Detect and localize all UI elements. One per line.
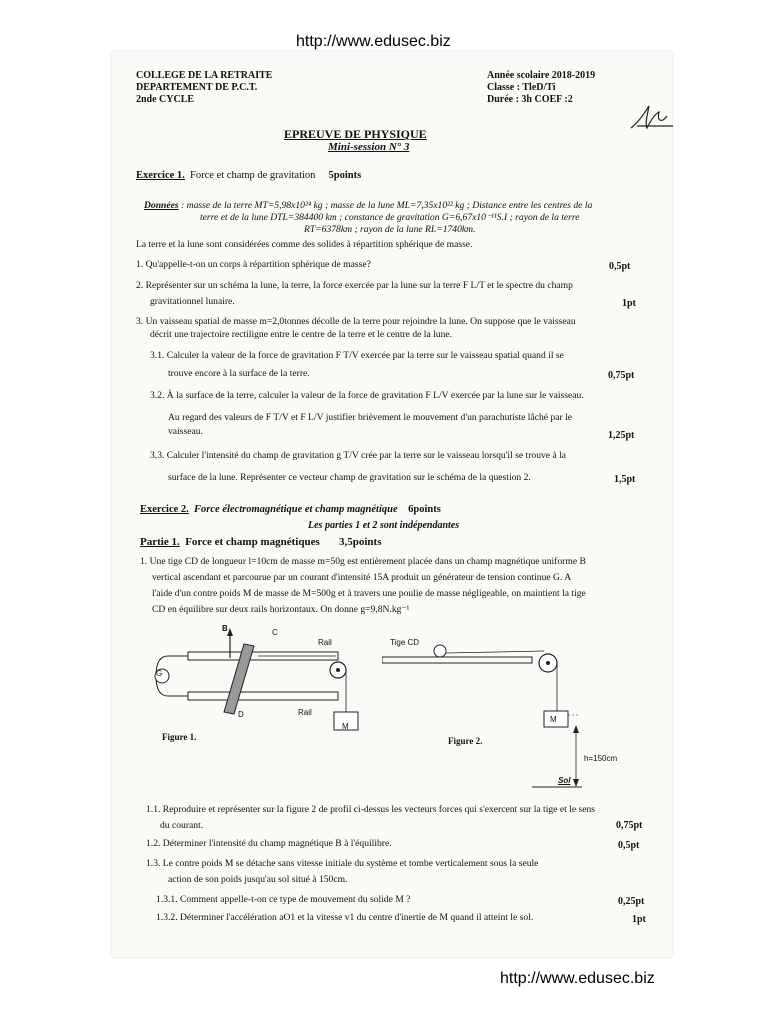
duration-coef: Durée : 3h COEF :2 — [487, 94, 573, 105]
given-data-line-2: terre et de la lune DTL=384400 km ; constance de gravitation G=6,67x10⁻¹¹S.I ; rayon de la terre — [200, 212, 580, 223]
given-data-line-1: Données : masse de la terre MT=5,98x10²⁴ kg ; masse de la lune ML=7,35x10²² kg ; Distance entre les centres de la — [144, 200, 593, 211]
q132: 1.3.2. Déterminer l'accélération aO1 et la vitesse v1 du centre d'inertie de M quand il atteint le sol. — [156, 912, 534, 923]
ex1-q31-points: 0,75pt — [608, 370, 635, 381]
part1-text-line1: 1. Une tige CD de longueur l=10cm de masse m=50g est entièrement placée dans un champ magnétique uniforme B — [140, 556, 586, 567]
ex1-q33-line1: 3.3. Calculer l'intensité du champ de gravitation g T/V crée par la terre sur le vaisseau lorsqu'il se trouve à la — [150, 450, 567, 461]
class: Classe : TleD/Ti — [487, 82, 556, 93]
point-c-label: C — [272, 628, 278, 637]
part-1-heading: Partie 1. Force et champ magnétiques 3,5points — [140, 536, 382, 548]
ex1-q2-line1: 2. Représenter sur un schéma la lune, la terre, la force exercée par la lune sur la terre F L/T et le spectre du champ — [136, 280, 573, 291]
ex1-q3-line1: 3. Un vaisseau spatial de masse m=2,0tonnes décolle de la terre pour rejoindre la lune. On suppose que le vaisseau — [136, 316, 576, 327]
q11-line1: 1.1. Reproduire et représenter sur la figure 2 de profil ci-dessus les vecteurs forces qui s'exercent sur la tige et le sens — [146, 804, 596, 815]
ex1-q33-points: 1,5pt — [614, 474, 636, 485]
ground-label: Sol — [558, 776, 571, 785]
school-name: COLLEGE DE LA RETRAITE — [136, 70, 273, 81]
point-d-label: D — [238, 710, 244, 719]
part1-text-line2: vertical ascendant et parcourue par un courant d'intensité 15A produit un générateur de tension continue G. A — [152, 572, 572, 583]
q13-line2: action de son poids jusqu'au sol situé à 150cm. — [168, 874, 348, 885]
q12-points: 0,5pt — [618, 840, 640, 851]
ex1-q1: 1. Qu'appelle-t-on un corps à répartition sphérique de masse? — [136, 259, 371, 270]
counterweight-label-fig2: M — [550, 715, 557, 724]
q131-points: 0,25pt — [618, 896, 645, 907]
exam-title: EPREUVE DE PHYSIQUE — [284, 127, 427, 141]
ex1-q1-points: 0,5pt — [609, 261, 631, 272]
exam-sheet — [112, 52, 672, 957]
ex1-q2-line2: gravitationnel lunaire. — [150, 296, 235, 307]
ex1-q32-points: 1,25pt — [608, 430, 635, 441]
ex1-q32-line1: 3.2. À la surface de la terre, calculer la valeur de la force de gravitation F L/V exercée par la lune sur le vaisseau. — [150, 390, 584, 401]
exercise-1-heading: Exercice 1. Force et champ de gravitation 5points — [136, 170, 362, 181]
q132-points: 1pt — [632, 914, 646, 925]
department: DEPARTEMENT DE P.C.T. — [136, 82, 258, 93]
ex1-q2-points: 1pt — [622, 298, 636, 309]
generator-label: G — [156, 669, 163, 678]
ex1-q32-line2: Au regard des valeurs de F T/V et F L/V justifier brièvement le mouvement d'un parachutiste lâché par le — [168, 412, 573, 423]
part1-text-line3: l'aide d'un contre poids M de masse de M=500g et à travers une poulie de masse négligeable, on maintient la tige — [152, 588, 586, 599]
school-year: Année scolaire 2018-2019 — [487, 70, 596, 81]
b-field-label: B — [222, 624, 228, 633]
q131: 1.3.1. Comment appelle-t-on ce type de mouvement du solide M ? — [156, 894, 411, 905]
ex1-q32-line3: vaisseau. — [168, 426, 203, 437]
counterweight-label-fig1: M — [342, 722, 349, 731]
figure-1-caption: Figure 1. — [162, 732, 197, 742]
ex1-q3-line2: décrit une trajectoire rectiligne entre le centre de la terre et le centre de la lune. — [150, 329, 453, 340]
source-url-bottom[interactable]: http://www.edusec.biz — [500, 970, 655, 987]
q11-points: 0,75pt — [616, 820, 643, 831]
ex1-q31-line2: trouve encore à la surface de la terre. — [168, 368, 310, 379]
cycle: 2nde CYCLE — [136, 94, 195, 105]
figure-2-caption: Figure 2. — [448, 736, 483, 746]
exam-subtitle: Mini-session N° 3 — [328, 141, 410, 153]
signature-mark — [627, 102, 677, 134]
ex1-q31-line1: 3.1. Calculer la valeur de la force de gravitation F T/V exercée par la terre sur le vaisseau spatial quand il se — [150, 350, 564, 361]
height-label: h=150cm — [584, 754, 618, 763]
rail-bottom-label: Rail — [298, 708, 312, 717]
parts-independent-note: Les parties 1 et 2 sont indépendantes — [308, 520, 460, 531]
exercise-2-heading: Exercice 2. Force électromagnétique et champ magnétique 6points — [140, 504, 441, 515]
q12: 1.2. Déterminer l'intensité du champ magnétique B à l'équilibre. — [146, 838, 392, 849]
part1-text-line4: CD en équilibre sur deux rails horizontaux. On donne g=9,8N.kg⁻¹ — [152, 604, 410, 615]
q13-line1: 1.3. Le contre poids M se détache sans vitesse initiale du système et tombe verticalement sous la seule — [146, 858, 539, 869]
q11-line2: du courant. — [160, 820, 204, 831]
given-data-line-3: RT=6378km ; rayon de la lune RL=1740km. — [304, 224, 476, 235]
ex1-intro: La terre et la lune sont considérées comme des solides à répartition sphérique de masse. — [136, 239, 473, 250]
ex1-q33-line2: surface de la lune. Représenter ce vecteur champ de gravitation sur le schéma de la question 2. — [168, 472, 531, 483]
source-url-top[interactable]: http://www.edusec.biz — [296, 33, 451, 50]
rail-top-label: Rail — [318, 638, 332, 647]
rod-cd-label: Tige CD — [390, 638, 420, 647]
